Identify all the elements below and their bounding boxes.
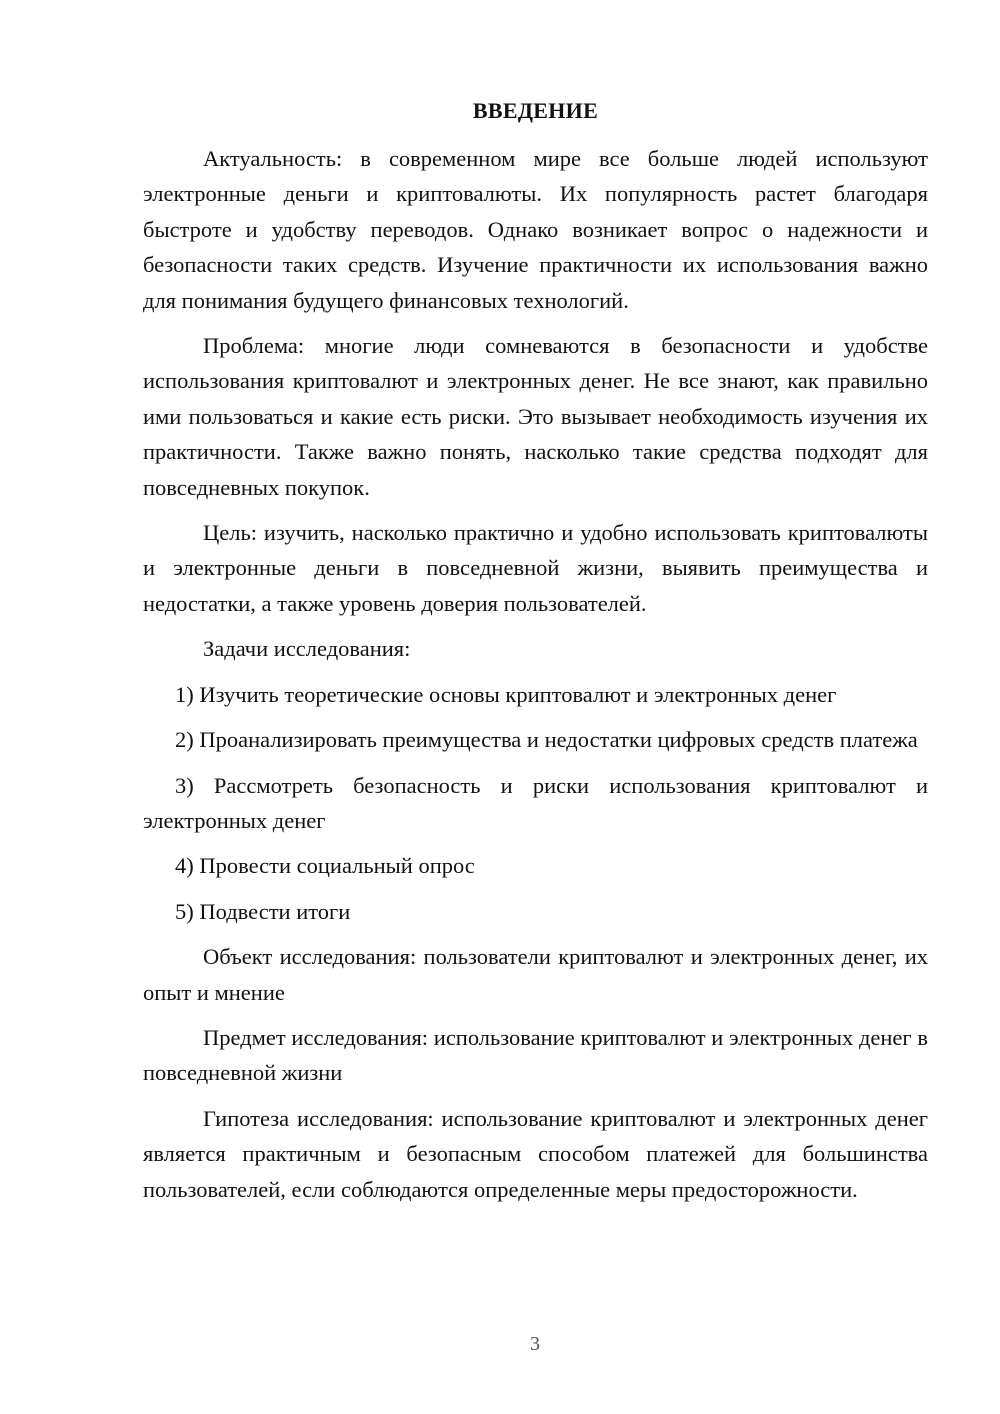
object-paragraph: Объект исследования: пользователи криптовалют и электронных денег, их опыт и мнение <box>143 944 928 1005</box>
task-item: 3) Рассмотреть безопасность и риски использования криптовалют и электронных денег <box>143 772 928 833</box>
subject-paragraph: Предмет исследования: использование криптовалют и электронных денег в повседневной жизни <box>143 1024 928 1086</box>
tasks-heading: Задачи исследования: <box>203 636 411 662</box>
hypothesis-paragraph: Гипотеза исследования: использование криптовалют и электронных денег является практичным и безопасным способом платежей для большинства пользователей, если соблюдаются определенные меры предосторожности. <box>143 1105 928 1202</box>
page-number: 3 <box>530 1333 540 1355</box>
relevance-paragraph: Актуальность: в современном мире все больше людей используют электронные деньги и криптовалюты. Их популярность растет благодаря быстроте и удобству переводов. Однако возникает вопрос о надежности и безопасности таких средств. Изучение практичности их использования важно для понимания будущего финансовых технологий. <box>143 146 928 313</box>
task-item: 2) Проанализировать преимущества и недостатки цифровых средств платежа <box>175 727 918 753</box>
problem-paragraph: Проблема: многие люди сомневаются в безопасности и удобстве использования криптовалют и электронных денег. Не все знают, как правильно ими пользоваться и какие есть риски. Это вызывает необходимость изучения их практичности. Также важно понять, насколько такие средства подходят для повседневных покупок. <box>143 333 928 500</box>
goal-paragraph: Цель: изучить, насколько практично и удобно использовать криптовалюты и электронные деньги в повседневной жизни, выявить преимущества и недостатки, а также уровень доверия пользователей. <box>143 520 928 616</box>
document-page <box>143 96 928 1217</box>
task-item: 1) Изучить теоретические основы криптовалют и электронных денег <box>175 681 837 707</box>
page-title: ВВЕДЕНИЕ <box>472 98 599 123</box>
task-item: 5) Подвести итоги <box>175 898 351 924</box>
task-item: 4) Провести социальный опрос <box>175 853 475 879</box>
